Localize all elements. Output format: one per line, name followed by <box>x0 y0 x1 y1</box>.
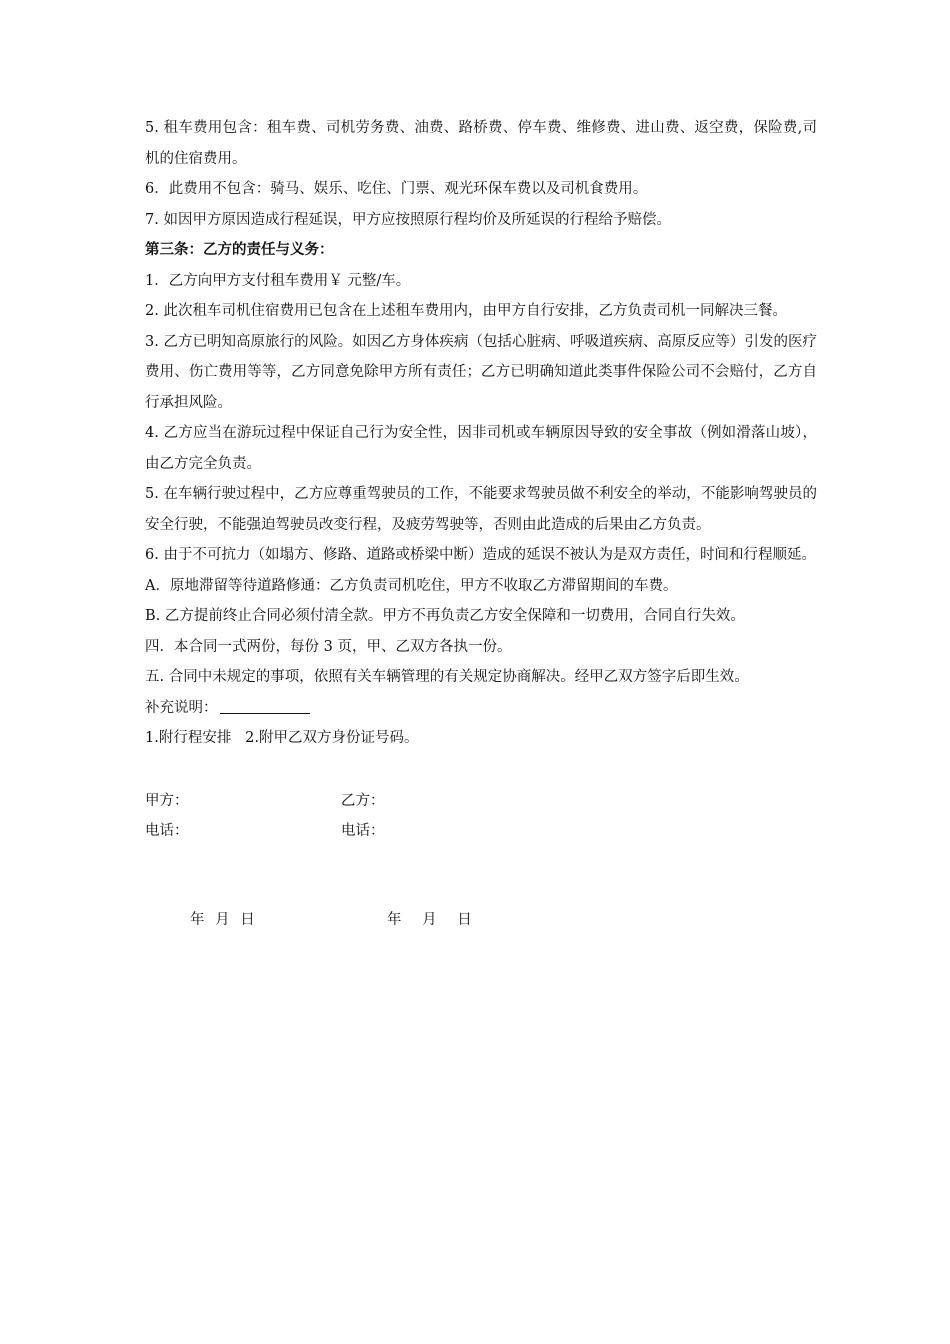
clause-unspecified: 五. 合同中未规定的事项，依照有关车辆管理的有关规定协商解决。经甲乙双方签字后即生效。 <box>145 669 749 685</box>
party-a-label: 甲方： <box>145 792 189 809</box>
date-party-b: 年 月 日 <box>387 911 472 928</box>
supplement-line <box>145 693 817 724</box>
signature-party-row <box>145 786 817 817</box>
signature-phone-row <box>145 816 817 847</box>
clause-b-3: 3. 乙方已明知高原旅行的风险。如因乙方身体疾病（包括心脏病、呼吸道疾病、高原反应等）引发的医疗费用、伤亡费用等等，乙方同意免除甲方所有责任；乙方已明确知道此类事件保险公司不会赔付，乙方自行承担风险。 <box>145 333 817 411</box>
clause-copies: 四．本合同一式两份，每份 3 页，甲、乙双方各执一份。 <box>145 638 512 655</box>
phone-a-label: 电话： <box>145 823 189 839</box>
spacer <box>145 754 817 786</box>
date-row <box>145 905 817 936</box>
clause-b-1: 1．乙方向甲方支付租车费用￥ 元整/车。 <box>145 272 411 289</box>
contract-page <box>145 113 817 935</box>
clause-b-a: A．原地滞留等待道路修通：乙方负责司机吃住，甲方不收取乙方滞留期间的车费。 <box>145 577 678 594</box>
clause-b-5: 5. 在车辆行驶过程中，乙方应尊重驾驶员的工作，不能要求驾驶员做不利安全的举动，不能影响驾驶员的安全行驶，不能强迫驾驶员改变行程，及疲劳驾驶等，否则由此造成的后果由乙方负责。 <box>145 486 817 533</box>
phone-b-label: 电话： <box>341 823 385 839</box>
clause-b-2: 2. 此次租车司机住宿费用已包含在上述租车费用内，由甲方自行安排，乙方负责司机一同解决三餐。 <box>145 303 787 319</box>
spacer <box>145 847 817 905</box>
supplement-label: 补充说明： <box>145 699 218 716</box>
date-party-a: 年 月 日 <box>190 911 255 928</box>
clause-b-4: 4. 乙方应当在游玩过程中保证自己行为安全性，因非司机或车辆原因导致的安全事故（例如滑落山坡），由乙方完全负责。 <box>145 425 817 472</box>
supplement-blank[interactable] <box>220 695 310 714</box>
clause-b-6: 6. 由于不可抗力（如塌方、修路、道路或桥梁中断）造成的延误不被认为是双方责任，时间和行程顺延。 <box>145 547 816 563</box>
party-b-label: 乙方： <box>341 792 385 809</box>
attachments-line: 1.附行程安排 2.附甲乙双方身份证号码。 <box>145 730 419 746</box>
section-title-party-b: 第三条：乙方的责任与义务： <box>145 241 334 258</box>
clause-rental-fee-includes: 5. 租车费用包含：租车费、司机劳务费、油费、路桥费、停车费、维修费、进山费、返空费，保险费,司机的住宿费用。 <box>145 120 817 167</box>
clause-b-b: B. 乙方提前终止合同必须付清全款。甲方不再负责乙方安全保障和一切费用，合同自行失效。 <box>145 608 745 624</box>
clause-fee-excludes: 6．此费用不包含：骑马、娱乐、吃住、门票、观光环保车费以及司机食费用。 <box>145 181 648 197</box>
clause-delay-compensation: 7. 如因甲方原因造成行程延误，甲方应按照原行程均价及所延误的行程给予赔偿。 <box>145 211 671 228</box>
